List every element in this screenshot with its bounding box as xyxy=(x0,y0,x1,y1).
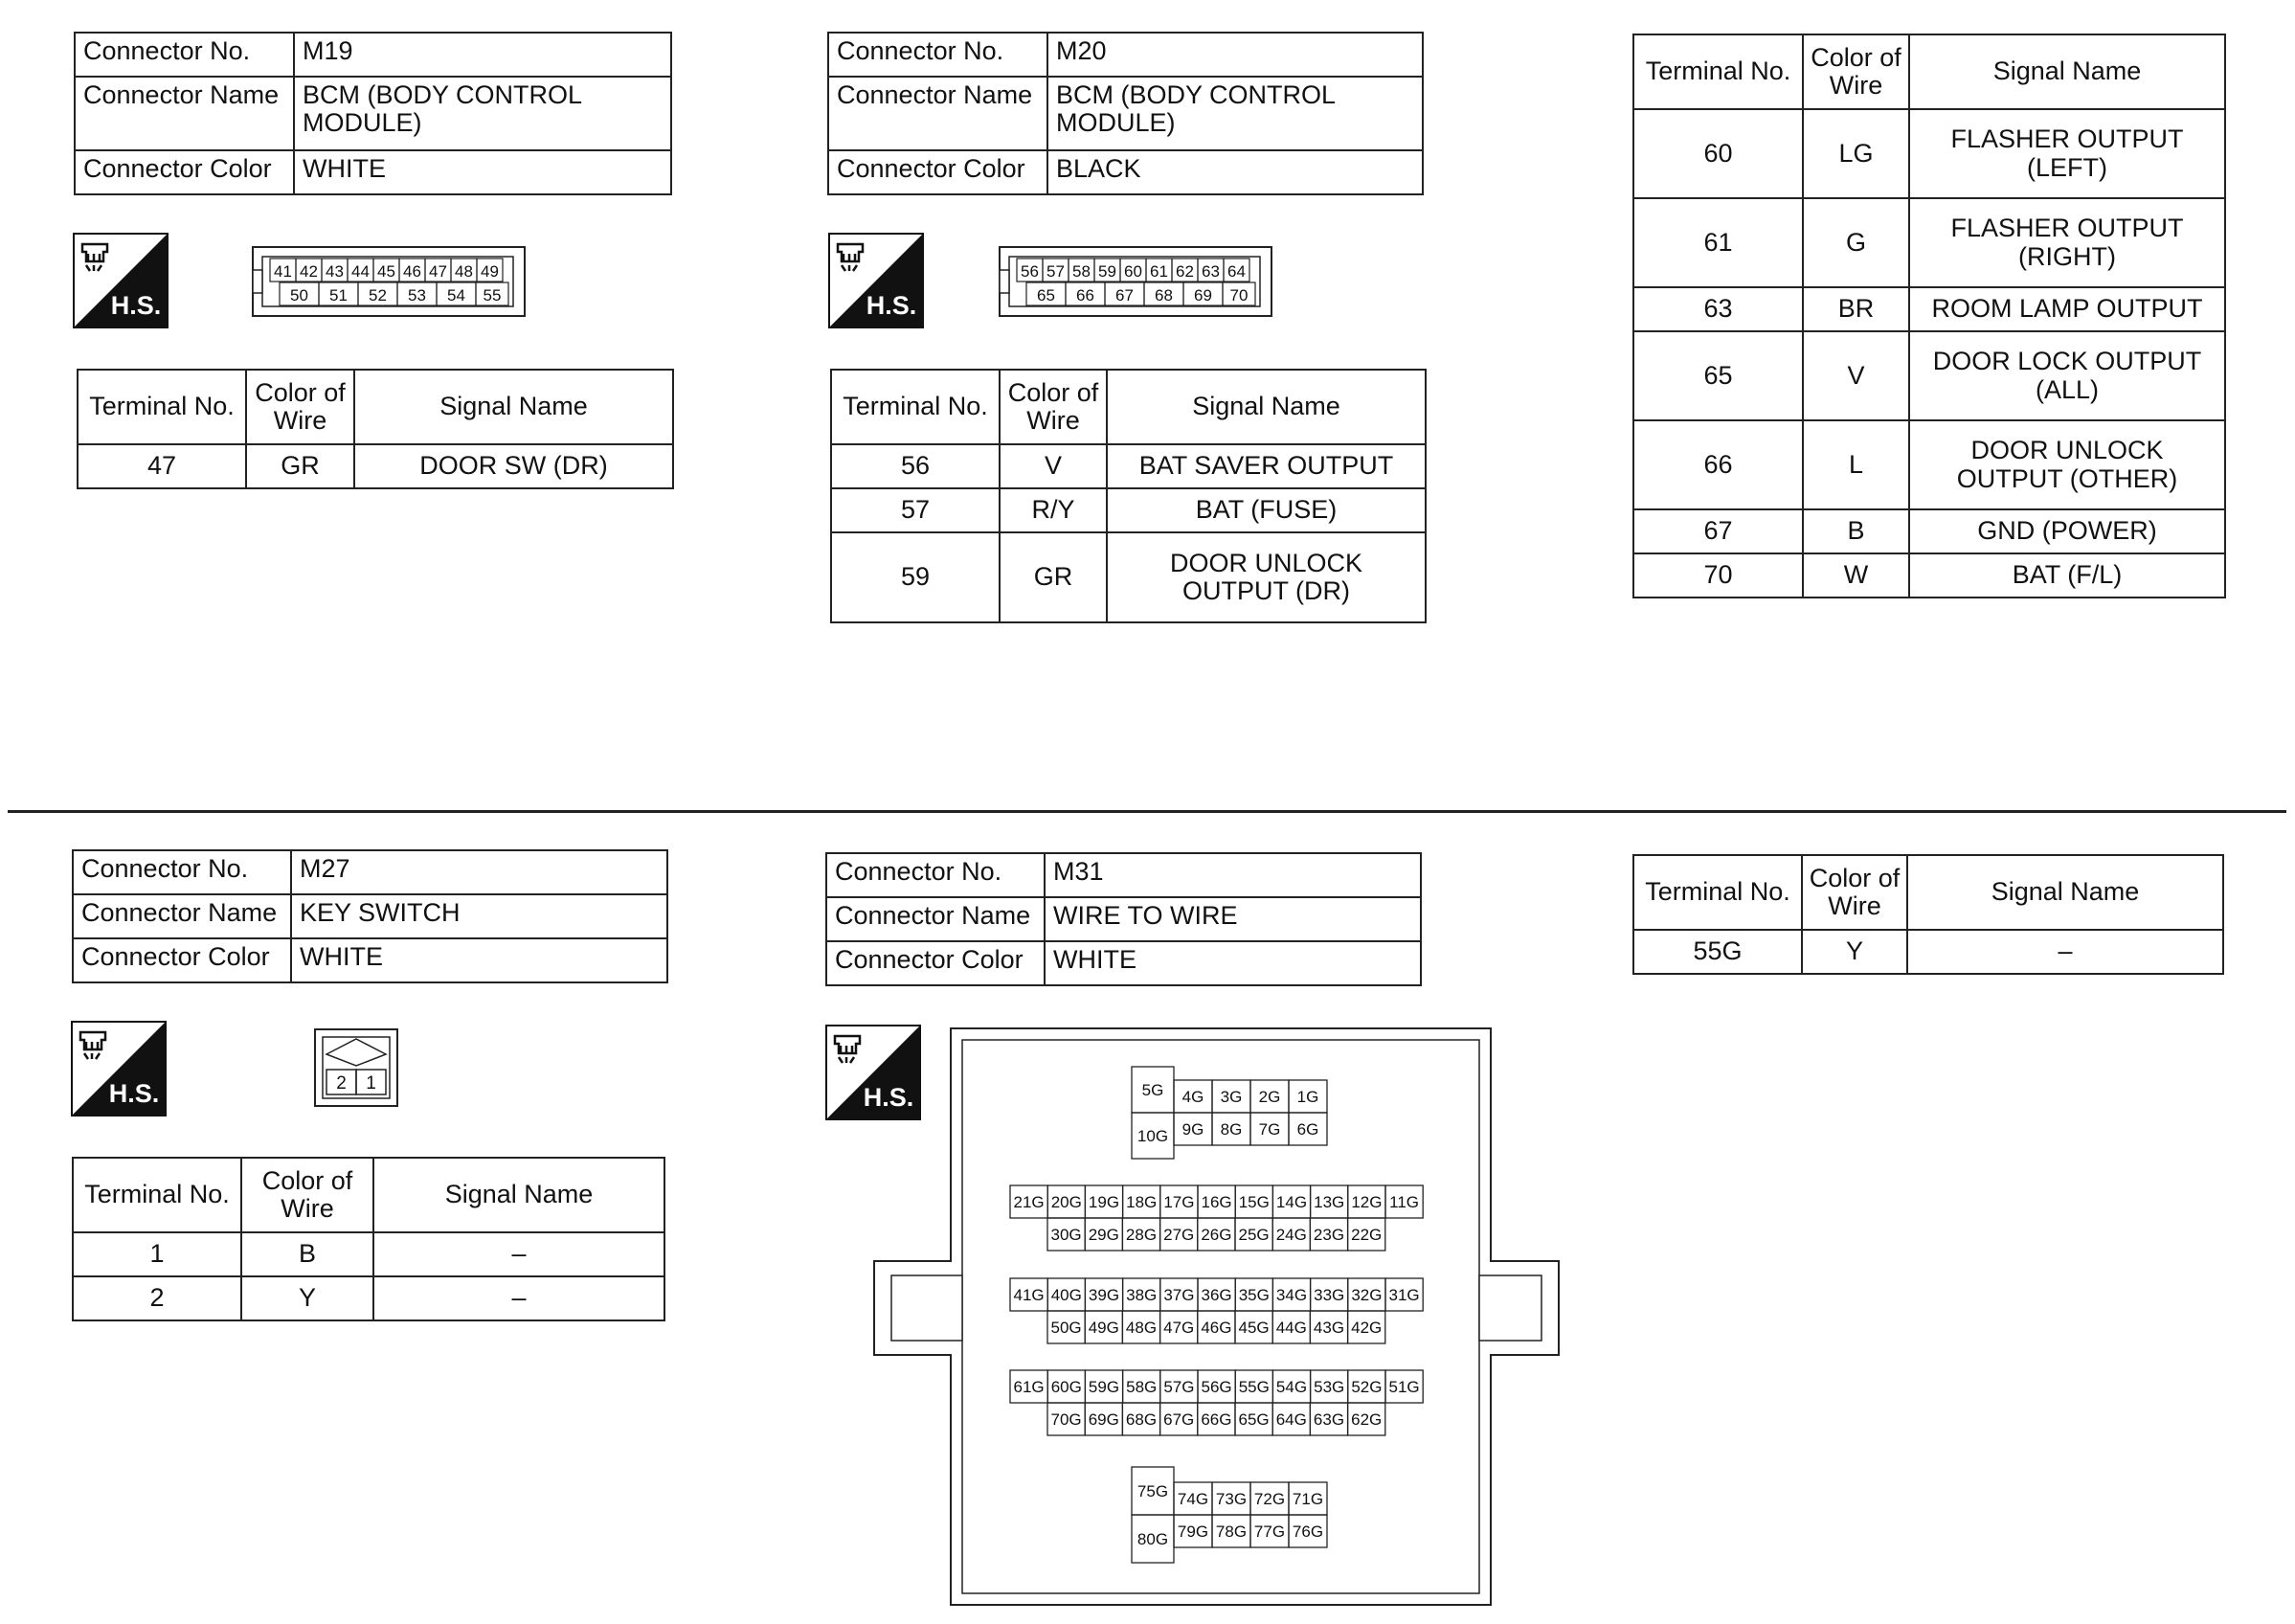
pin-label: 67 xyxy=(1115,286,1134,304)
connector-color-label: Connector Color xyxy=(828,150,1047,194)
pin-label: 56 xyxy=(1021,262,1039,281)
pin-label: 36G xyxy=(1201,1286,1232,1304)
pin-label: 50 xyxy=(290,286,308,304)
signal-table-header xyxy=(1633,855,2223,930)
pin-label: 28G xyxy=(1125,1226,1158,1244)
m31-pin-grid xyxy=(1010,1067,1423,1563)
pin-label: 53G xyxy=(1314,1378,1345,1396)
signal-name-header: Signal Name xyxy=(1909,34,2225,109)
pin-label: 73G xyxy=(1215,1490,1248,1508)
pin-label: 55G xyxy=(1238,1378,1270,1396)
terminal-cell: 60 xyxy=(1633,109,1803,198)
pin-label: 24G xyxy=(1275,1226,1307,1244)
wire-color-cell: G xyxy=(1803,198,1909,287)
color-of-wire-header: Color of Wire xyxy=(1803,34,1909,109)
pin-label: 42G xyxy=(1351,1319,1383,1337)
terminal-cell: 55G xyxy=(1633,930,1802,974)
wire-color-cell: R/Y xyxy=(1000,488,1107,532)
pin-label: 59G xyxy=(1088,1378,1120,1396)
terminal-cell: 66 xyxy=(1633,420,1803,509)
pin-label: 22G xyxy=(1351,1226,1383,1244)
connector-color-label: Connector Color xyxy=(73,938,291,982)
signal-cell: DOOR LOCK OUTPUT (ALL) xyxy=(1909,331,2225,420)
pin-label: 54G xyxy=(1275,1378,1308,1396)
terminal-no-header: Terminal No. xyxy=(73,1158,241,1232)
pin-label: 38G xyxy=(1126,1286,1158,1304)
pin-label: 75G xyxy=(1136,1482,1169,1500)
wire-color-cell: GR xyxy=(246,444,354,488)
pin-label: 47 xyxy=(429,262,447,281)
terminal-no-header: Terminal No. xyxy=(1633,34,1803,109)
pin-label: 11G xyxy=(1389,1193,1420,1211)
pin-label: 23G xyxy=(1313,1226,1345,1244)
table-row xyxy=(1633,930,2223,974)
connector-color-value: BLACK xyxy=(1047,150,1423,194)
signal-cell: – xyxy=(373,1276,664,1320)
pin-label: 16G xyxy=(1201,1193,1232,1211)
color-of-wire-header: Color of Wire xyxy=(241,1158,373,1232)
connector-no-value: M27 xyxy=(291,850,667,894)
pin-label: 70 xyxy=(1229,286,1249,304)
pin-label: 12G xyxy=(1351,1193,1383,1211)
pin-label: 64G xyxy=(1275,1410,1307,1429)
pin-label: 35G xyxy=(1238,1286,1270,1304)
pin-label: 46 xyxy=(403,262,421,281)
wire-color-cell: B xyxy=(1803,509,1909,553)
signal-cell: FLASHER OUTPUT (LEFT) xyxy=(1909,109,2225,198)
terminal-cell: 56 xyxy=(831,444,1000,488)
signal-name-header: Signal Name xyxy=(373,1158,664,1232)
pin-label: 47G xyxy=(1163,1319,1195,1337)
pin-label: 14G xyxy=(1275,1193,1308,1211)
pin-label: 29G xyxy=(1088,1226,1119,1244)
terminal-cell: 67 xyxy=(1633,509,1803,553)
terminal-no-header: Terminal No. xyxy=(78,370,246,444)
connector-color-label: Connector Color xyxy=(826,941,1045,985)
hs-badge-text: H.S. xyxy=(110,291,162,320)
signal-cell: GND (POWER) xyxy=(1909,509,2225,553)
pin-label: 51 xyxy=(329,286,348,304)
signal-cell: – xyxy=(373,1232,664,1276)
pin-label: 1G xyxy=(1296,1088,1319,1106)
pin-label: 62 xyxy=(1176,262,1194,281)
pin-label: 45G xyxy=(1238,1319,1270,1337)
color-of-wire-header: Color of Wire xyxy=(1802,855,1907,930)
pin-label: 4G xyxy=(1181,1088,1204,1106)
terminal-cell: 1 xyxy=(73,1232,241,1276)
connector-no-label: Connector No. xyxy=(73,850,291,894)
pin-label: 62G xyxy=(1351,1410,1383,1429)
connector-no-label: Connector No. xyxy=(75,33,294,77)
hs-badge-text: H.S. xyxy=(866,291,917,320)
pin-label: 54 xyxy=(447,286,465,304)
connector-color-value: WHITE xyxy=(294,150,671,194)
connector-name-label: Connector Name xyxy=(75,77,294,150)
connector-no-value: M20 xyxy=(1047,33,1423,77)
pin-label: 59 xyxy=(1098,262,1116,281)
pin-label: 7G xyxy=(1258,1120,1281,1139)
pin-label: 79G xyxy=(1177,1522,1209,1541)
pin-label: 8G xyxy=(1220,1120,1243,1139)
pin-label: 45 xyxy=(377,262,395,281)
wire-color-cell: LG xyxy=(1803,109,1909,198)
wire-color-cell: Y xyxy=(1802,930,1907,974)
pin-label: 71G xyxy=(1292,1490,1324,1508)
pin-label: 3G xyxy=(1220,1088,1243,1106)
pin-label: 51G xyxy=(1388,1378,1420,1396)
wire-color-cell: B xyxy=(241,1232,373,1276)
connector-color-value: WHITE xyxy=(291,938,667,982)
pin-label: 66G xyxy=(1201,1410,1232,1429)
pin-label: 61G xyxy=(1013,1378,1045,1396)
color-of-wire-header: Color of Wire xyxy=(1000,370,1107,444)
pin-label: 44 xyxy=(351,262,370,281)
terminal-cell: 63 xyxy=(1633,287,1803,331)
pin-label: 31G xyxy=(1388,1286,1420,1304)
wire-color-cell: GR xyxy=(1000,532,1107,622)
pin-label: 68G xyxy=(1125,1410,1158,1429)
pin-label: 50G xyxy=(1050,1319,1082,1337)
pin-label: 63 xyxy=(1202,262,1220,281)
connector-no-label: Connector No. xyxy=(828,33,1047,77)
pin-label: 19G xyxy=(1088,1193,1120,1211)
wire-color-cell: V xyxy=(1000,444,1107,488)
signal-cell: FLASHER OUTPUT (RIGHT) xyxy=(1909,198,2225,287)
pin-label: 77G xyxy=(1253,1522,1286,1541)
pin-label: 18G xyxy=(1126,1193,1158,1211)
pin-label: 17G xyxy=(1163,1193,1195,1211)
terminal-cell: 2 xyxy=(73,1276,241,1320)
pin-label: 56G xyxy=(1201,1378,1232,1396)
wire-color-cell: Y xyxy=(241,1276,373,1320)
terminal-cell: 65 xyxy=(1633,331,1803,420)
signal-cell: BAT (FUSE) xyxy=(1107,488,1426,532)
pin-label: 58 xyxy=(1072,262,1091,281)
connector-no-value: M19 xyxy=(294,33,671,77)
pin-label: 2G xyxy=(1258,1088,1281,1106)
pin-label: 76G xyxy=(1292,1522,1324,1541)
pin-label: 48 xyxy=(455,262,473,281)
pin-label: 49 xyxy=(481,262,499,281)
pin-label: 30G xyxy=(1050,1226,1082,1244)
terminal-cell: 61 xyxy=(1633,198,1803,287)
pin-label: 57 xyxy=(1046,262,1065,281)
pin-label: 43G xyxy=(1313,1319,1345,1337)
pin-label: 80G xyxy=(1136,1530,1169,1548)
wire-color-cell: V xyxy=(1803,331,1909,420)
terminal-no-header: Terminal No. xyxy=(1633,855,1802,930)
pin-label: 63G xyxy=(1313,1410,1345,1429)
wire-color-cell: L xyxy=(1803,420,1909,509)
pin-label: 55 xyxy=(483,286,502,304)
connector-name-value: BCM (BODY CONTROL MODULE) xyxy=(294,77,671,150)
pin-label: 41G xyxy=(1013,1286,1045,1304)
m31-signal-table xyxy=(1632,854,2224,975)
wire-color-cell: BR xyxy=(1803,287,1909,331)
signal-cell: – xyxy=(1907,930,2223,974)
pin-label: 10G xyxy=(1136,1127,1169,1145)
connector-color-label: Connector Color xyxy=(75,150,294,194)
pin-label: 60 xyxy=(1124,262,1142,281)
terminal-cell: 70 xyxy=(1633,553,1803,598)
pin-label: 39G xyxy=(1088,1286,1120,1304)
pin-label: 43 xyxy=(326,262,344,281)
connector-name-label: Connector Name xyxy=(73,894,291,938)
pin-label: 34G xyxy=(1275,1286,1308,1304)
pin-label: 66 xyxy=(1076,286,1094,304)
pin-label: 65G xyxy=(1238,1410,1270,1429)
signal-cell: DOOR UNLOCK OUTPUT (DR) xyxy=(1107,532,1426,622)
pin-label: 74G xyxy=(1177,1490,1209,1508)
pin-label: 68 xyxy=(1155,286,1173,304)
signal-cell: BAT SAVER OUTPUT xyxy=(1107,444,1426,488)
terminal-no-header: Terminal No. xyxy=(831,370,1000,444)
pin-label: 6G xyxy=(1296,1120,1319,1139)
signal-cell: BAT (F/L) xyxy=(1909,553,2225,598)
pin-label: 52G xyxy=(1351,1378,1383,1396)
pin-label: 78G xyxy=(1215,1522,1248,1541)
pin-label: 21G xyxy=(1013,1193,1045,1211)
pin-label: 70G xyxy=(1050,1410,1082,1429)
pin-label: 65 xyxy=(1037,286,1055,304)
pin-label: 53 xyxy=(408,286,426,304)
pin-label: 9G xyxy=(1181,1120,1204,1139)
pin-label: 69G xyxy=(1088,1410,1119,1429)
pin-label: 37G xyxy=(1163,1286,1195,1304)
pin-label: 40G xyxy=(1050,1286,1082,1304)
signal-name-header: Signal Name xyxy=(1907,855,2223,930)
pin-label: 26G xyxy=(1201,1226,1232,1244)
pin-label: 60G xyxy=(1050,1378,1082,1396)
color-of-wire-header: Color of Wire xyxy=(246,370,354,444)
pin-label: 64 xyxy=(1227,262,1246,281)
connector-name-label: Connector Name xyxy=(828,77,1047,150)
signal-name-header: Signal Name xyxy=(354,370,673,444)
pin-label: 72G xyxy=(1253,1490,1286,1508)
pin-label: 33G xyxy=(1314,1286,1345,1304)
signal-cell: ROOM LAMP OUTPUT xyxy=(1909,287,2225,331)
pin-label: 2 xyxy=(336,1073,347,1094)
pin-label: 5G xyxy=(1141,1081,1164,1099)
pin-label: 13G xyxy=(1314,1193,1345,1211)
hs-badge-text: H.S. xyxy=(863,1083,914,1112)
signal-name-header: Signal Name xyxy=(1107,370,1426,444)
pin-label: 27G xyxy=(1163,1226,1195,1244)
pin-label: 58G xyxy=(1126,1378,1158,1396)
pin-label: 69 xyxy=(1194,286,1212,304)
pin-label: 20G xyxy=(1050,1193,1082,1211)
connector-name-value: BCM (BODY CONTROL MODULE) xyxy=(1047,77,1423,150)
pin-label: 61 xyxy=(1150,262,1168,281)
wire-color-cell: W xyxy=(1803,553,1909,598)
pin-label: 67G xyxy=(1163,1410,1195,1429)
pin-label: 41 xyxy=(274,262,292,281)
pin-label: 46G xyxy=(1201,1319,1232,1337)
connector-color-value: WHITE xyxy=(1045,941,1421,985)
terminal-cell: 57 xyxy=(831,488,1000,532)
connector-name-value: WIRE TO WIRE xyxy=(1045,897,1421,941)
terminal-cell: 47 xyxy=(78,444,246,488)
signal-cell: DOOR UNLOCK OUTPUT (OTHER) xyxy=(1909,420,2225,509)
connector-name-label: Connector Name xyxy=(826,897,1045,941)
signal-cell: DOOR SW (DR) xyxy=(354,444,673,488)
pin-label: 15G xyxy=(1238,1193,1270,1211)
pin-label: 42 xyxy=(300,262,318,281)
connector-no-value: M31 xyxy=(1045,853,1421,897)
terminal-cell: 59 xyxy=(831,532,1000,622)
connector-name-value: KEY SWITCH xyxy=(291,894,667,938)
pin-label: 1 xyxy=(366,1073,376,1094)
pin-label: 32G xyxy=(1351,1286,1383,1304)
pin-label: 48G xyxy=(1125,1319,1158,1337)
pin-label: 52 xyxy=(369,286,387,304)
pin-label: 44G xyxy=(1275,1319,1307,1337)
connector-no-label: Connector No. xyxy=(826,853,1045,897)
pin-label: 49G xyxy=(1088,1319,1119,1337)
pin-label: 57G xyxy=(1163,1378,1195,1396)
hs-badge-text: H.S. xyxy=(108,1079,160,1108)
pin-label: 25G xyxy=(1238,1226,1270,1244)
